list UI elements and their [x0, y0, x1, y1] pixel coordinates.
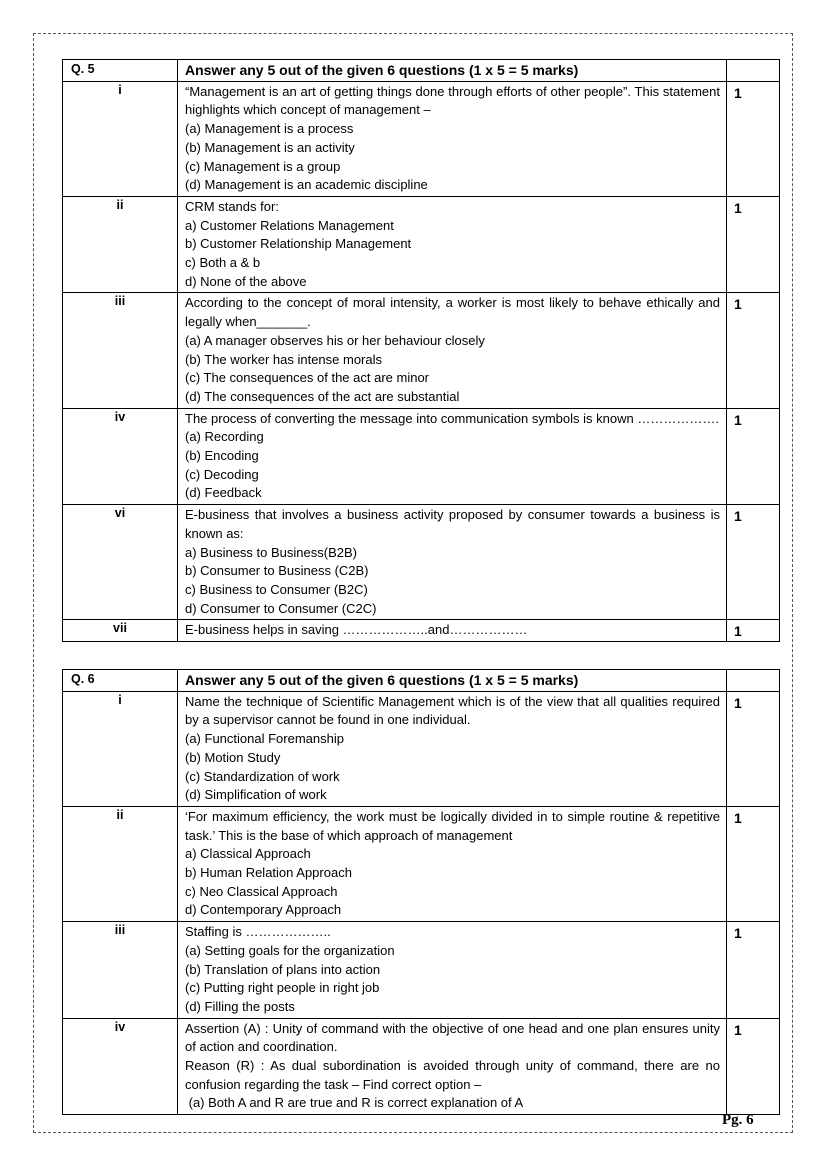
- question-cell: [178, 922, 727, 1019]
- option: (c) Standardization of work: [185, 768, 340, 784]
- q6-instruction: Answer any 5 out of the given 6 questions (1 x 5 = 5 marks): [178, 670, 727, 692]
- marks: 1: [727, 293, 780, 408]
- option: (d) Feedback: [185, 485, 262, 501]
- option: (c) Management is a group: [185, 158, 341, 174]
- option: d) Contemporary Approach: [185, 902, 342, 918]
- question-text: CRM stands for:: [185, 198, 279, 214]
- question-text: E-business helps in saving ………………..and………………: [185, 622, 528, 638]
- question-cell: [178, 806, 727, 921]
- q5-header-row: [63, 60, 780, 82]
- marks: 1: [727, 196, 780, 293]
- question-number: ii: [63, 806, 178, 921]
- question-cell: [178, 408, 727, 505]
- option: c) Neo Classical Approach: [185, 883, 338, 899]
- question-cell: [178, 196, 727, 293]
- marks: 1: [727, 922, 780, 1019]
- option: (d) The consequences of the act are substantial: [185, 388, 460, 404]
- option: (c) The consequences of the act are minor: [185, 370, 429, 386]
- marks: 1: [727, 1018, 780, 1115]
- question-text: Name the technique of Scientific Management which is of the view that all qualities required by a supervisor cannot be found in one individual.: [185, 693, 720, 728]
- question-cell: [178, 505, 727, 620]
- option: a) Classical Approach: [185, 846, 311, 862]
- question-text: E-business that involves a business activity proposed by consumer towards a business is known as:: [185, 507, 720, 541]
- table-row: [63, 806, 780, 921]
- option: c) Both a & b: [185, 255, 261, 271]
- q6-header-row: [63, 670, 780, 692]
- question-reason: Reason (R) : As dual subordination is avoided through unity of command, there are no confusion regarding the task – Find correct option –: [185, 1058, 720, 1092]
- table-row: [63, 408, 780, 505]
- question-number: i: [63, 691, 178, 806]
- option: b) Customer Relationship Management: [185, 236, 412, 252]
- marks: 1: [727, 408, 780, 505]
- question-text: ‘For maximum efficiency, the work must be logically divided in to simple routine & repetitive task.’ This is the base of which approach of management: [185, 808, 720, 843]
- question-text: “Management is an art of getting things done through efforts of other people”. This statement highlights which concept of management –: [185, 83, 720, 118]
- marks: 1: [727, 691, 780, 806]
- option: (a) Both A and R are true and R is correct explanation of A: [185, 1095, 524, 1111]
- question-number: iii: [63, 293, 178, 408]
- question-number: vi: [63, 505, 178, 620]
- option: c) Business to Consumer (B2C): [185, 581, 368, 597]
- marks: 1: [727, 81, 780, 196]
- option: (b) Motion Study: [185, 749, 281, 765]
- q5-header-marks: [727, 60, 780, 82]
- option: (b) Translation of plans into action: [185, 961, 381, 977]
- option: a) Business to Business(B2B): [185, 544, 357, 560]
- option: (a) Setting goals for the organization: [185, 942, 395, 958]
- option: (c) Decoding: [185, 466, 259, 482]
- option: (a) A manager observes his or her behaviour closely: [185, 332, 485, 348]
- table-row: [63, 81, 780, 196]
- question-text: Staffing is ………………..: [185, 924, 331, 940]
- option: (d) Simplification of work: [185, 787, 327, 803]
- question-cell: [178, 81, 727, 196]
- question-cell: [178, 691, 727, 806]
- option: (b) Encoding: [185, 448, 259, 464]
- option: d) Consumer to Consumer (C2C): [185, 600, 377, 616]
- marks: 1: [727, 505, 780, 620]
- q5-number: Q. 5: [63, 60, 178, 82]
- question-cell: [178, 1018, 727, 1115]
- option: (d) Filling the posts: [185, 998, 295, 1014]
- q5-instruction: Answer any 5 out of the given 6 questions (1 x 5 = 5 marks): [178, 60, 727, 82]
- option: (b) The worker has intense morals: [185, 351, 383, 367]
- question-number: i: [63, 81, 178, 196]
- option: (b) Management is an activity: [185, 139, 355, 155]
- question-cell: [178, 293, 727, 408]
- table-row: [63, 691, 780, 806]
- table-row: [63, 922, 780, 1019]
- q6-header-marks: [727, 670, 780, 692]
- marks: 1: [727, 806, 780, 921]
- table-row: [63, 196, 780, 293]
- option: d) None of the above: [185, 273, 307, 289]
- q6-number: Q. 6: [63, 670, 178, 692]
- question-number: iv: [63, 408, 178, 505]
- option: (c) Putting right people in right job: [185, 980, 380, 996]
- question-cell: [178, 620, 727, 642]
- question-text: According to the concept of moral intensity, a worker is most likely to behave ethically and legally when_______.: [185, 295, 720, 330]
- table-row: [63, 293, 780, 408]
- question-number: iii: [63, 922, 178, 1019]
- option: (a) Recording: [185, 429, 264, 445]
- table-row: [63, 620, 780, 642]
- table-row: [63, 1018, 780, 1115]
- question-number: iv: [63, 1018, 178, 1115]
- option: (a) Functional Foremanship: [185, 731, 344, 747]
- q6-table: [62, 669, 780, 1115]
- option: a) Customer Relations Management: [185, 217, 394, 233]
- option: (d) Management is an academic discipline: [185, 177, 428, 193]
- option: (a) Management is a process: [185, 121, 354, 137]
- question-number: vii: [63, 620, 178, 642]
- table-row: [63, 505, 780, 620]
- marks: 1: [727, 620, 780, 642]
- page-number: Pg. 6: [722, 1112, 754, 1128]
- q5-table: [62, 59, 780, 642]
- question-text: The process of converting the message into communication symbols is known ……………….: [185, 410, 719, 426]
- question-text: Assertion (A) : Unity of command with the objective of one head and one plan ensures unity of action and coordination.: [185, 1020, 720, 1055]
- option: b) Consumer to Business (C2B): [185, 563, 369, 579]
- option: b) Human Relation Approach: [185, 865, 352, 881]
- question-number: ii: [63, 196, 178, 293]
